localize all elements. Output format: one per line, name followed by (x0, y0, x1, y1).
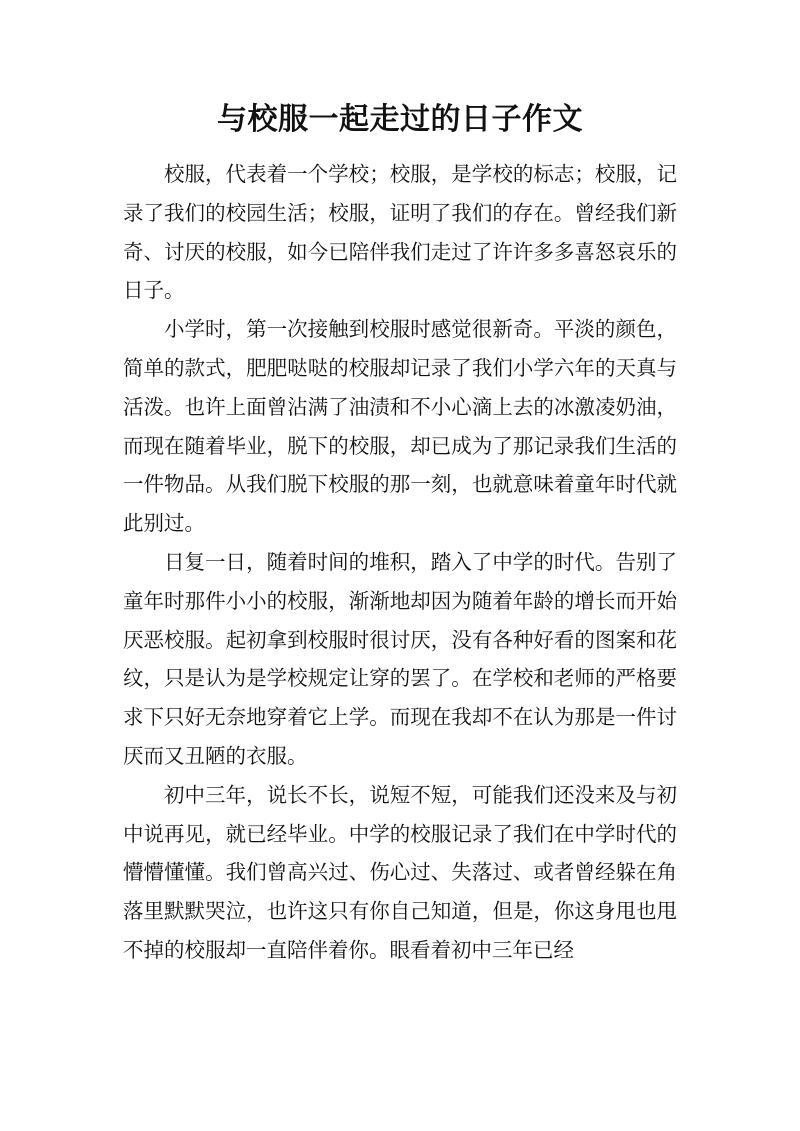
document-body (123, 155, 677, 970)
paragraph-2: 小学时，第一次接触到校服时感觉很新奇。平淡的颜色，简单的款式，肥肥哒哒的校服却记录了我们小学六年的天真与活泼。也许上面曾沾满了油渍和不小心滴上去的冰激凌奶油，而现在随着毕业，脱下的校服，却已成为了那记录我们生活的一件物品。从我们脱下校服的那一刻，也就意味着童年时代就此别过。 (123, 317, 677, 536)
paragraph-1: 校服，代表着一个学校；校服，是学校的标志；校服，记录了我们的校园生活；校服，证明了我们的存在。曾经我们新奇、讨厌的校服，如今已陪伴我们走过了许许多多喜怒哀乐的日子。 (123, 162, 677, 303)
paragraph-3: 日复一日，随着时间的堆积，踏入了中学的时代。告别了童年时那件小小的校服，渐渐地却因为随着年龄的增长而开始厌恶校服。起初拿到校服时很讨厌，没有各种好看的图案和花纹，只是认为是学校规定让穿的罢了。在学校和老师的严格要求下只好无奈地穿着它上学。而现在我却不在认为那是一件讨厌而又丑陋的衣服。 (123, 549, 677, 768)
document-title: 与校服一起走过的日子作文 (217, 102, 583, 137)
paragraph-4: 初中三年，说长不长，说短不短，可能我们还没来及与初中说再见，就已经毕业。中学的校服记录了我们在中学时代的懵懵懂懂。我们曾高兴过、伤心过、失落过、或者曾经躲在角落里默默哭泣，也许这只有你自己知道，但是，你这身甩也甩不掉的校服却一直陪伴着你。眼看着初中三年已经 (123, 782, 677, 962)
